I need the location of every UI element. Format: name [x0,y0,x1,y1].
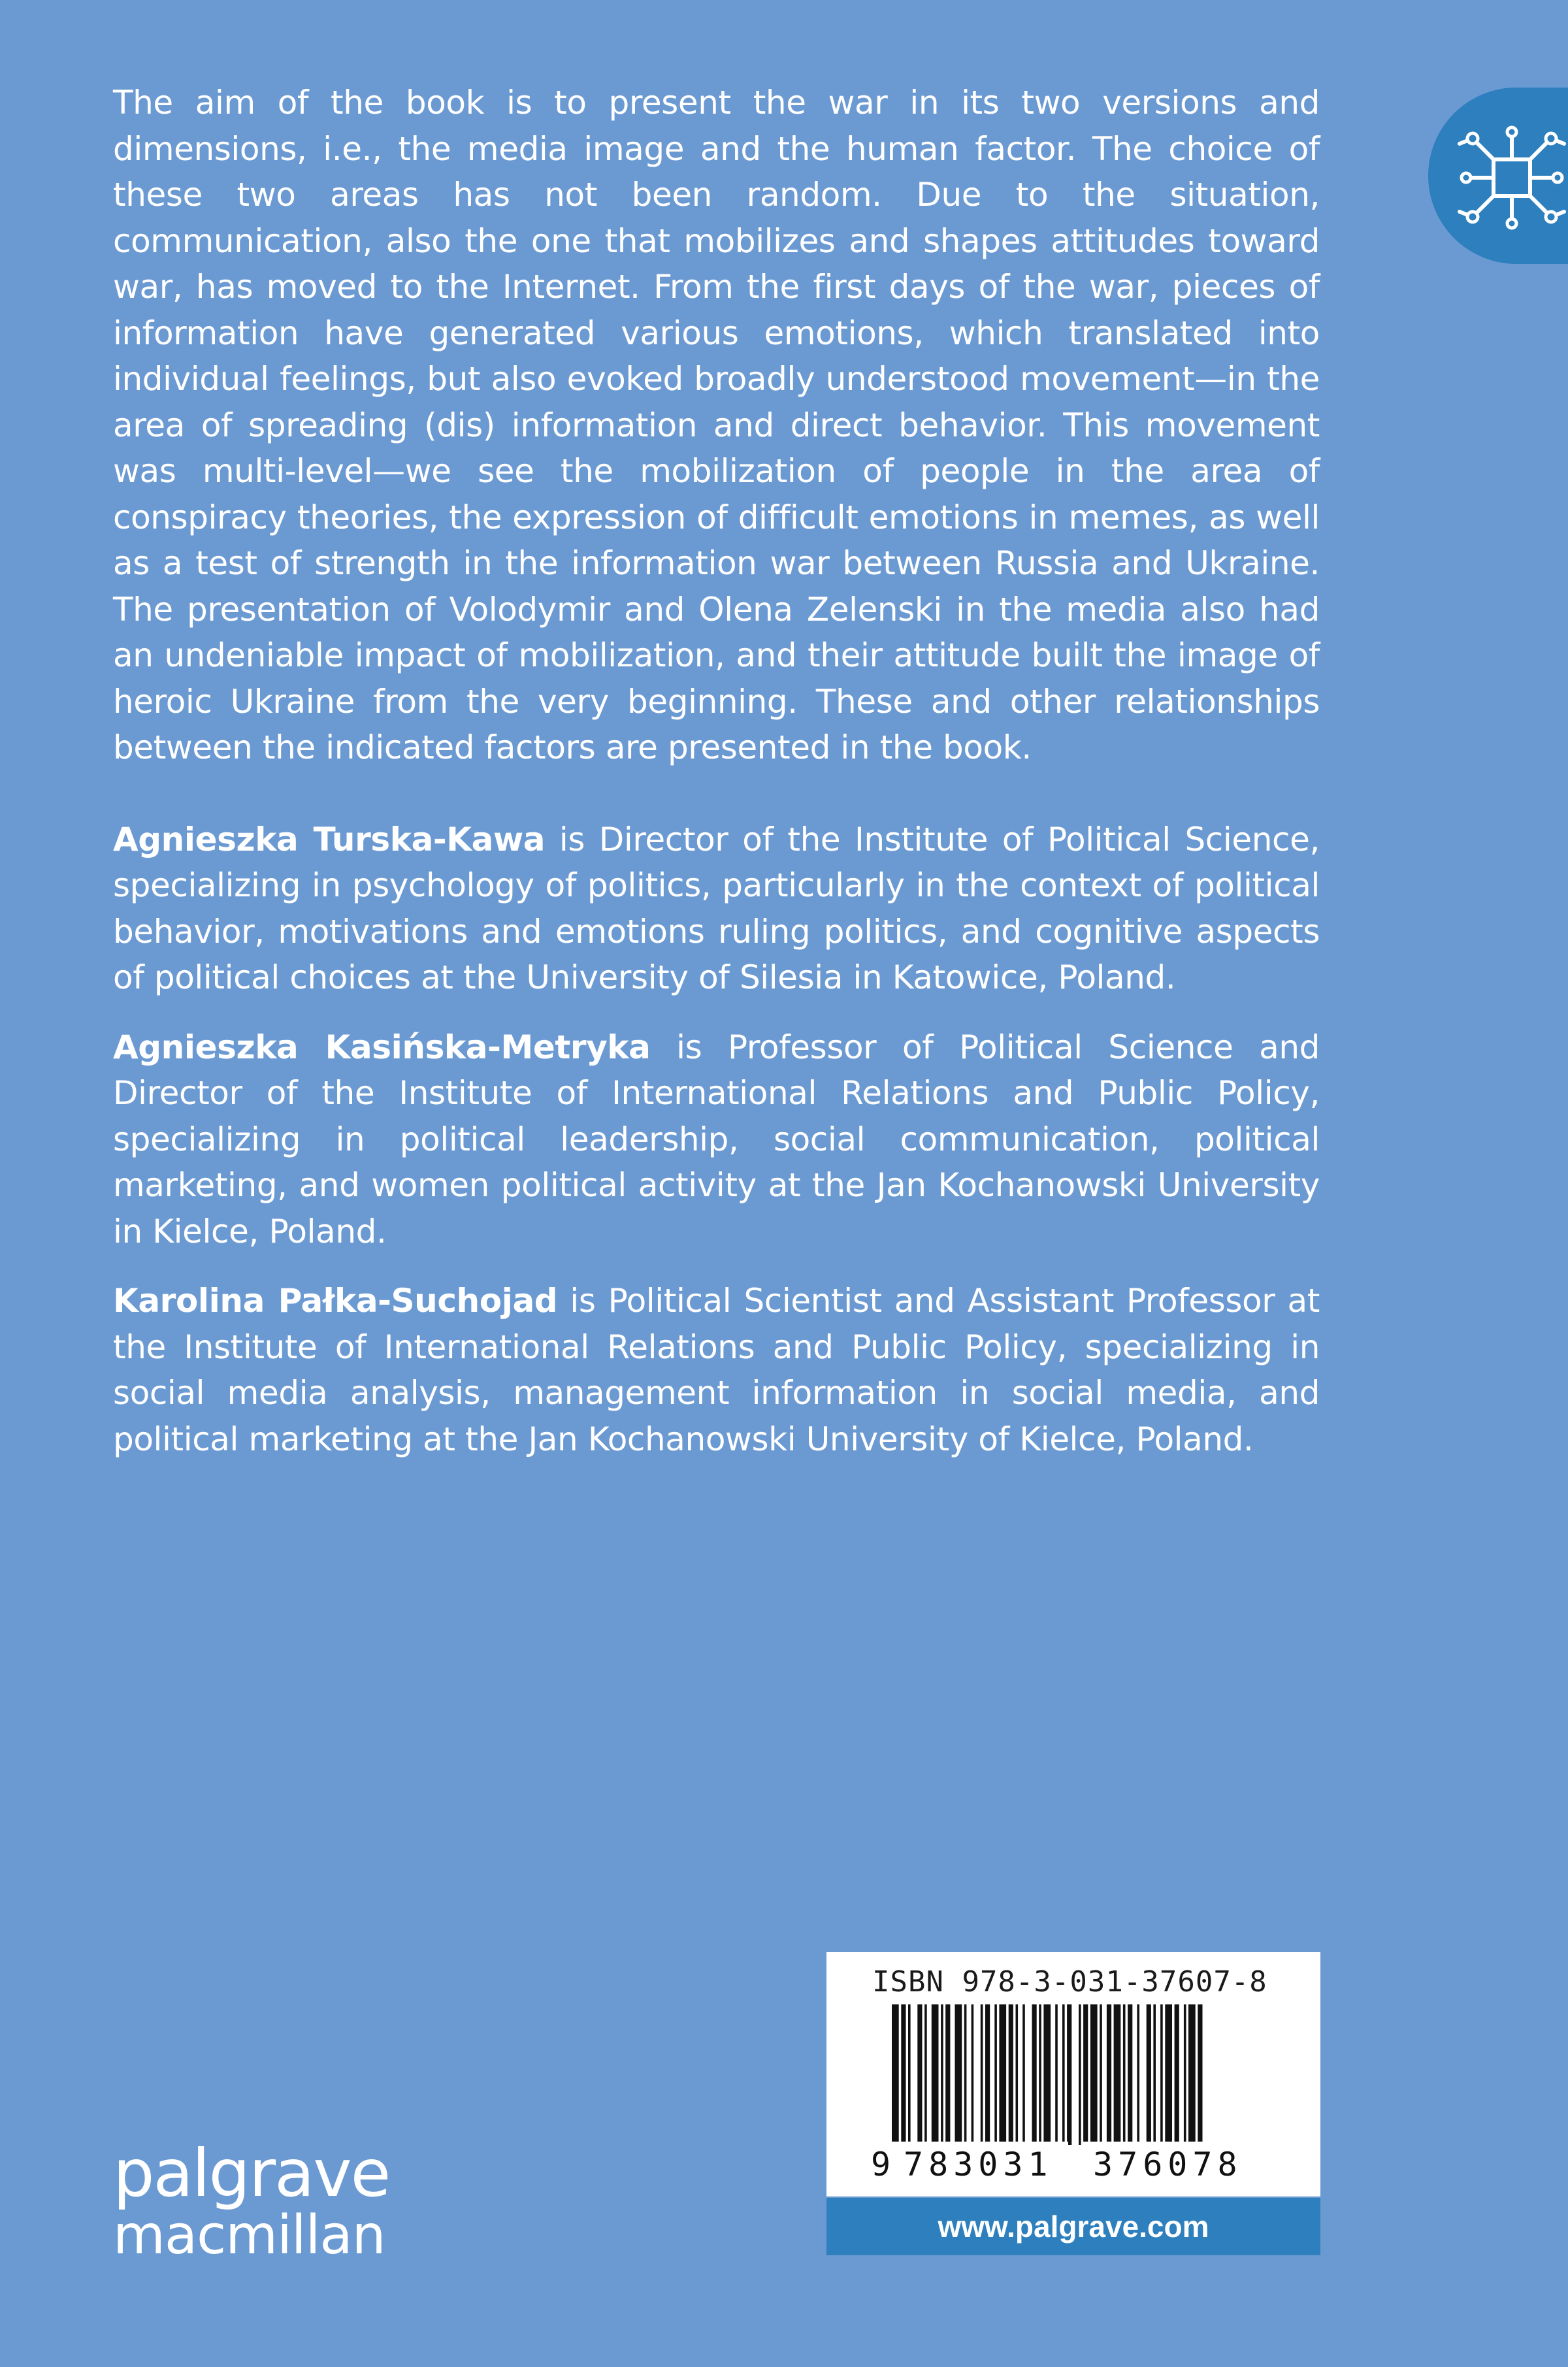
barcode-bar [1188,2004,1196,2145]
barcode-bar [1067,2004,1071,2145]
barcode-bar [917,2004,922,2145]
barcode-bar [1153,2004,1156,2145]
isbn-label: ISBN 978-3-031-37607-8 [872,1965,1267,1999]
author-name: Agnieszka Kasińska-Metryka [113,1028,651,1066]
barcode-digits-right: 376078 [1093,2146,1243,2183]
barcode-bar [1090,2004,1098,2145]
author-bio-2 [113,1024,1320,1255]
barcode-bar [1039,2004,1041,2145]
barcode-bar [972,2004,974,2145]
barcode-bar [901,2004,906,2161]
barcode-bar [1175,2004,1179,2145]
barcode-bar [1079,2004,1081,2145]
publisher-url: www.palgrave.com [826,2198,1320,2255]
isbn-barcode [826,1952,1320,2196]
barcode-bar [1100,2004,1102,2145]
barcode-bar [1107,2004,1111,2145]
publisher-logo [113,2135,390,2266]
barcode-bar [1128,2004,1132,2145]
barcode-bar [1114,2004,1121,2145]
barcode-bar [985,2004,990,2145]
barcode-digits-left: 783031 [904,2146,1053,2183]
series-badge [1428,88,1568,264]
barcode-bar [892,2004,899,2161]
network-node-icon [1453,119,1568,237]
publisher-logo-line1: palgrave [113,2135,390,2212]
barcode-bar [1198,2004,1202,2161]
barcode-image [866,2004,1284,2187]
back-cover-text [113,80,1320,1462]
barcode-bar [1016,2004,1019,2145]
barcode-bar [1055,2004,1058,2161]
barcode-bar [941,2004,943,2145]
barcode-bar [945,2004,950,2145]
barcode-bar [981,2004,983,2145]
barcode-bar [908,2004,911,2145]
author-name: Agnieszka Turska-Kawa [113,820,546,858]
barcode-bar [1147,2004,1151,2145]
barcode-bar [1137,2004,1139,2145]
barcode-digit-lead: 9 [871,2146,891,2183]
barcode-bar [1165,2004,1172,2145]
barcode-bar [1160,2004,1163,2145]
barcode-bar [1123,2004,1126,2145]
book-blurb: The aim of the book is to present the war in its two versions and dimensions, i.e., the media image and the human factor. The choice of these two areas has not been random. Due to the situation, communication, also the one that mobilizes and shapes attitudes toward war, has moved to the Internet. From the first days of the war, pieces of information have generated various emotions, which translated into individual feelings, but also evoked broadly understood movement—in the area of spreading (dis) information and direct behavior. This movement was multi-level—we see the mobilization of people in the area of conspiracy theories, the expression of difficult emotions in memes, as well as a test of strength in the information war between Russia and Ukraine. The presentation of Volodymir and Olena Zelenski in the media also had an undeniable impact of mobilization, and their attitude built the image of heroic Ukraine from the very beginning. These and other relationships between the indicated factors are presented in the book. [113,84,1320,766]
author-bio-1 [113,817,1320,1001]
barcode-bar [964,2004,967,2145]
barcode-bar [1022,2004,1025,2145]
barcode-bar [999,2004,1006,2145]
author-bio-text: is Director of the Institute of Political Science, specializing in psychology of politics, particularly in the context of political behavior, motivations and emotions ruling politics, and cognitive aspects of political choices at the University of Silesia in Katowice, Poland. [113,820,1320,996]
author-bio-3 [113,1278,1320,1462]
barcode-bar [924,2004,927,2145]
author-bio-text: is Political Scientist and Assistant Professor at the Institute of International Relations and Public Policy, specializing in social media analysis, management information in social media, and political marketing at the Jan Kochanowski University of Kielce, Poland. [113,1282,1320,1458]
barcode-bar [932,2004,939,2145]
barcode-bar [1062,2004,1065,2145]
barcode-bar [994,2004,997,2145]
barcode-bar [955,2004,962,2145]
barcode-bar [1009,2004,1013,2145]
author-name: Karolina Pałka-Suchojad [113,1282,558,1320]
barcode-bar [1032,2004,1037,2145]
author-bio-text: is Professor of Political Science and Director of the Institute of International Relations and Public Policy, specializing in political leadership, social communication, political marketing, and women political activity at the Jan Kochanowski University in Kielce, Poland. [113,1028,1320,1250]
publisher-logo-line2: macmillan [113,2204,385,2266]
barcode-bar [1184,2004,1186,2145]
barcode-bar [1083,2004,1088,2145]
barcode-bar [1043,2004,1051,2161]
